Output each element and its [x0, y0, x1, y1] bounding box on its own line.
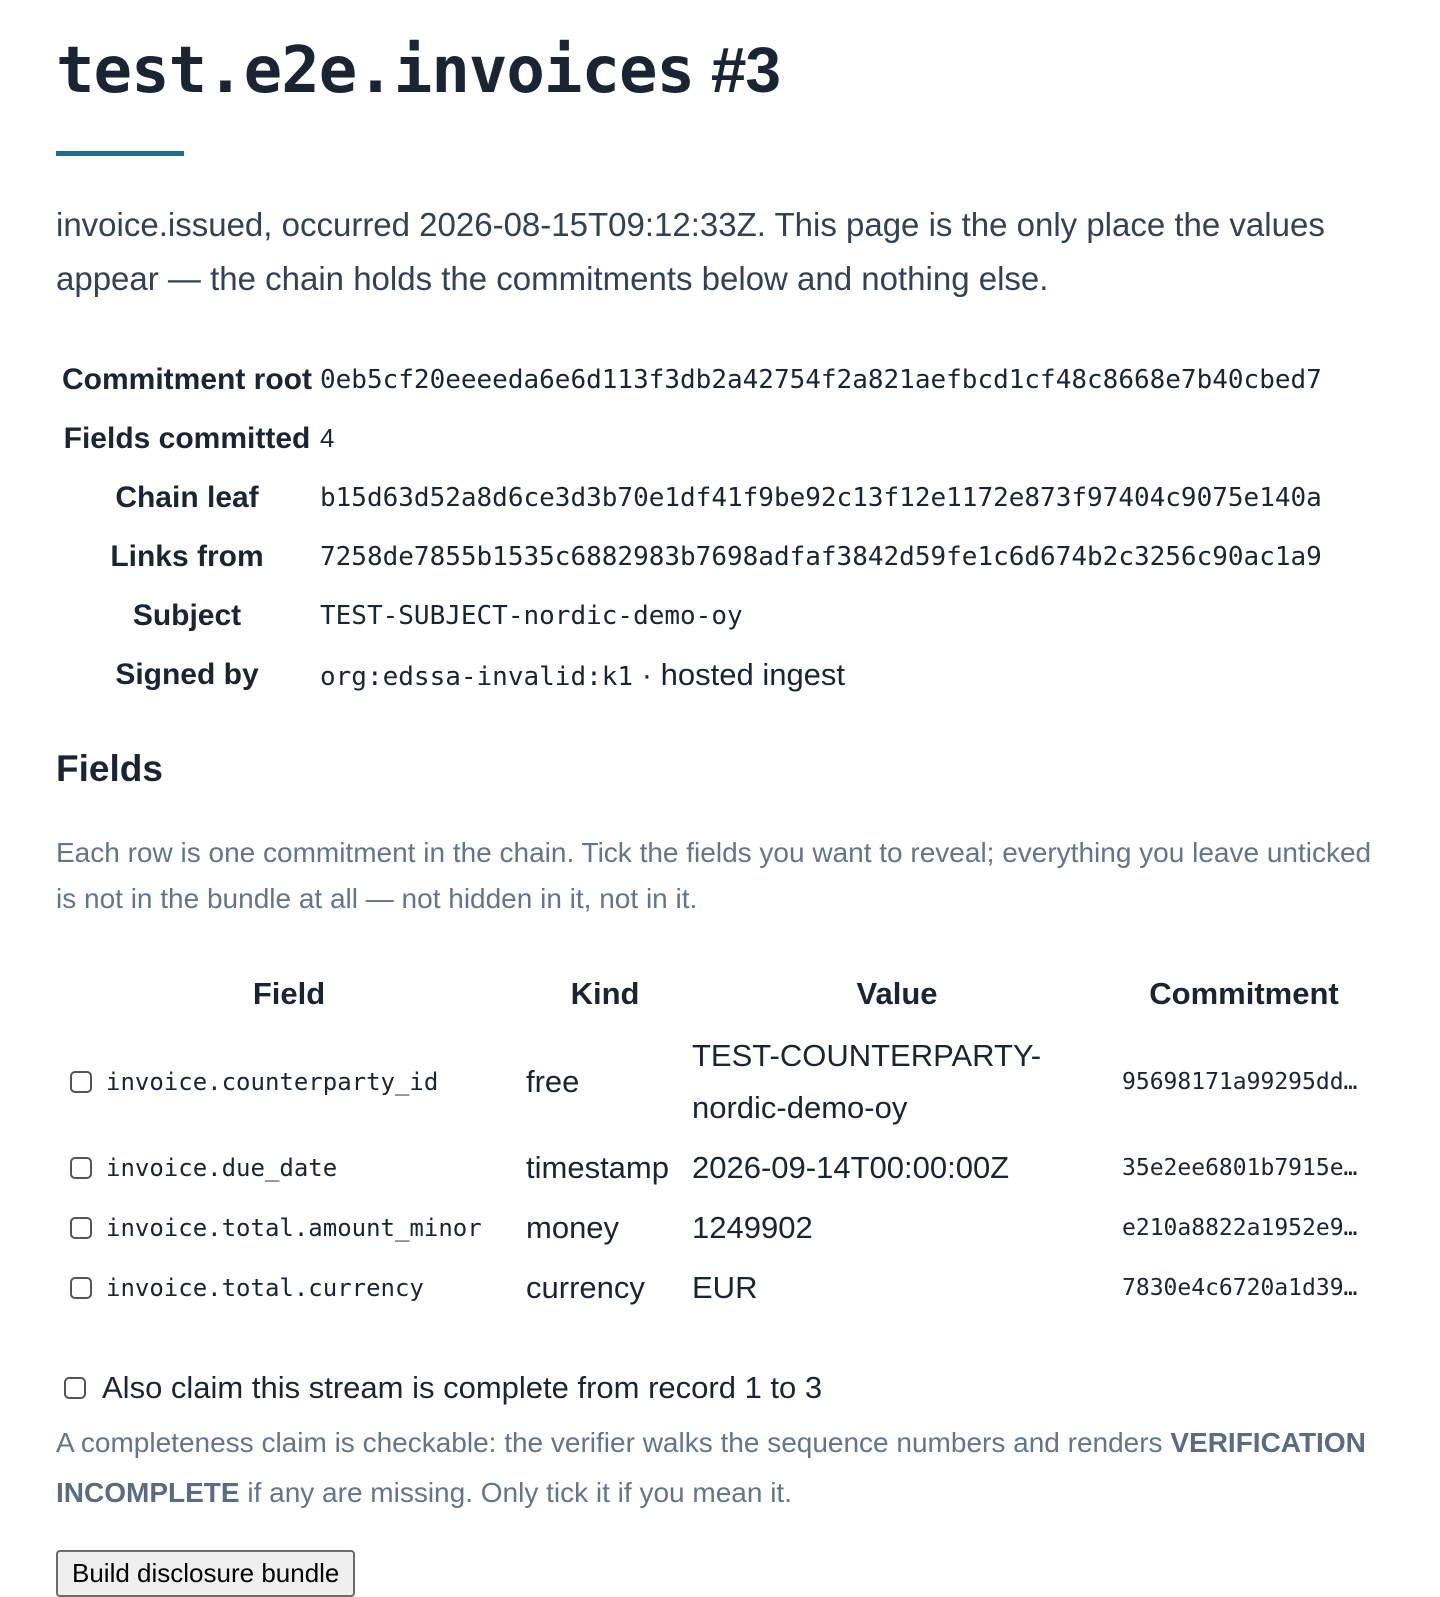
field-value: 2026-09-14T00:00:00Z — [692, 1150, 1010, 1185]
field-kind: money — [526, 1210, 620, 1245]
page-title — [56, 0, 1384, 108]
intro-text: invoice.issued, occurred 2026-08-15T09:12:33Z. This page is the only place the values appear — the chain holds the commitments below and nothing else. — [56, 206, 1325, 297]
signing-source: · hosted ingest — [633, 656, 846, 692]
completeness-claim[interactable] — [56, 1370, 1384, 1406]
completeness-note — [56, 1418, 1384, 1518]
meta-row-fields-committed — [56, 409, 1322, 468]
field-checkbox[interactable] — [70, 1157, 92, 1179]
field-kind: currency — [526, 1270, 645, 1305]
commitment-root-label: Commitment root — [62, 362, 312, 396]
field-value: 1249902 — [692, 1210, 813, 1245]
record-metadata — [56, 350, 1322, 704]
fields-table — [56, 962, 1382, 1318]
meta-row-links-from — [56, 527, 1322, 586]
chain-leaf-label: Chain leaf — [115, 480, 259, 514]
table-row — [56, 1198, 1382, 1258]
table-row — [56, 1258, 1382, 1318]
fields-table-header — [56, 962, 1382, 1026]
fields-heading: Fields — [56, 748, 163, 789]
record-number: #3 — [710, 34, 780, 106]
field-checkbox[interactable] — [70, 1071, 92, 1093]
field-name: invoice.total.amount_minor — [106, 1214, 482, 1242]
meta-row-signed-by — [56, 645, 1322, 704]
fields-committed-value: 4 — [320, 423, 335, 453]
title-underline — [56, 151, 184, 156]
field-commitment: e210a8822a1952e9… — [1122, 1215, 1358, 1241]
column-header-commitment: Commitment — [1149, 976, 1339, 1011]
field-checkbox[interactable] — [70, 1277, 92, 1299]
field-checkbox[interactable] — [70, 1217, 92, 1239]
field-commitment: 7830e4c6720a1d39… — [1122, 1275, 1358, 1301]
verification-incomplete-text: VERIFICATION INCOMPLETE — [56, 1427, 1366, 1508]
field-kind: timestamp — [526, 1150, 669, 1185]
field-kind: free — [526, 1064, 580, 1099]
subject-value: TEST-SUBJECT-nordic-demo-oy — [320, 600, 743, 631]
field-name: invoice.total.currency — [106, 1274, 424, 1302]
meta-row-subject — [56, 586, 1322, 645]
field-commitment: 35e2ee6801b7915e… — [1122, 1155, 1358, 1181]
completeness-note-after: if any are missing. Only tick it if you mean it. — [239, 1477, 792, 1508]
chain-leaf-value: b15d63d52a8d6ce3d3b70e1df41f9be92c13f12e1172e873f97404c9075e140a — [320, 482, 1322, 513]
field-value-text: TEST-COUNTERPARTY-nordic-demo-oy — [692, 1038, 1042, 1125]
signing-key: org:edssa-invalid:k1 — [320, 661, 634, 692]
field-value: EUR — [692, 1270, 758, 1305]
completeness-note-before: A completeness claim is checkable: the verifier walks the sequence numbers and renders — [56, 1427, 1171, 1458]
signed-by-label: Signed by — [115, 657, 259, 691]
signed-by-value — [320, 645, 1322, 704]
column-header-kind: Kind — [570, 976, 640, 1011]
table-row — [56, 1026, 1382, 1138]
meta-row-chain-leaf — [56, 468, 1322, 527]
column-header-field: Field — [252, 976, 326, 1011]
completeness-label: Also claim this stream is complete from record 1 to 3 — [102, 1370, 823, 1405]
field-name: invoice.due_date — [106, 1154, 338, 1182]
commitment-root-value: 0eb5cf20eeeeda6e6d113f3db2a42754f2a821aefbcd1cf48c8668e7b40cbed7 — [320, 364, 1322, 395]
subject-label: Subject — [132, 598, 242, 632]
stream-name: test.e2e.invoices — [56, 34, 695, 108]
meta-row-commitment-root — [56, 350, 1322, 409]
field-commitment: 95698171a99295dd… — [1122, 1069, 1358, 1095]
table-row — [56, 1138, 1382, 1198]
build-bundle-button[interactable]: Build disclosure bundle — [56, 1550, 355, 1597]
completeness-checkbox[interactable] — [64, 1377, 86, 1399]
fields-note: Each row is one commitment in the chain. Tick the fields you want to reveal; everything you leave unticked is not in the bundle at all — not hidden in it, not in it. — [56, 837, 1372, 914]
fields-committed-label: Fields committed — [63, 421, 311, 455]
field-value — [688, 1026, 1106, 1138]
column-header-value: Value — [856, 976, 938, 1011]
links-from-value: 7258de7855b1535c6882983b7698adfaf3842d59fe1c6d674b2c3256c90ac1a9 — [320, 541, 1322, 572]
field-name: invoice.counterparty_id — [106, 1068, 439, 1096]
links-from-label: Links from — [110, 539, 264, 573]
